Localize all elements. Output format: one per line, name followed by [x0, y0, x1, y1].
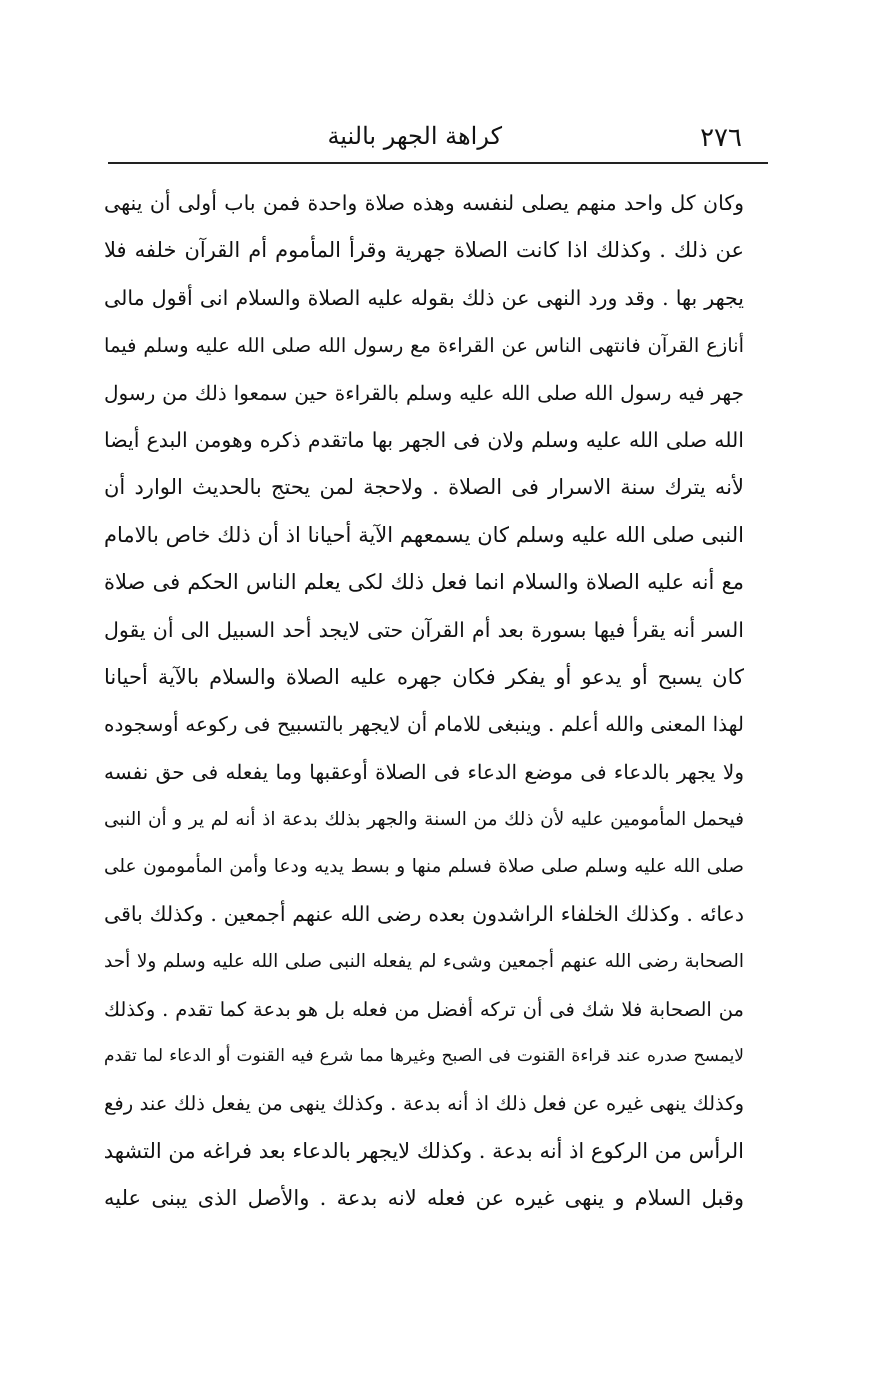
text-line: لهذا المعنى والله أعلم . وينبغى للامام أن لايجهر بالتسبيح فى ركوعه أوسجوده: [104, 712, 744, 737]
text-line: لأنه يترك سنة الاسرار فى الصلاة . ولاحجة لمن يحتج بالحديث الوارد أن: [104, 475, 744, 500]
text-line: النبى صلى الله عليه وسلم كان يسمعهم الآية أحيانا اذ أن ذلك خاص بالامام: [104, 522, 744, 547]
body-text: [104, 180, 744, 1223]
text-line: الله صلى الله عليه وسلم ولان فى الجهر بها ماتقدم ذكره وهومن البدع أيضا: [104, 427, 744, 452]
text-line: كان يسبح أو يدعو أو يفكر فكان جهره عليه الصلاة والسلام بالآية أحيانا: [104, 664, 744, 689]
text-line: الصحابة رضى الله عنهم أجمعين وشىء لم يفعله النبى صلى الله عليه وسلم ولا أحد: [104, 951, 744, 973]
text-line: الرأس من الركوع اذ أنه بدعة . وكذلك لايجهر بالدعاء بعد فراغه من التشهد: [104, 1138, 744, 1163]
running-header: [112, 118, 742, 158]
text-line: دعائه . وكذلك الخلفاء الراشدون بعده رضى الله عنهم أجمعين . وكذلك باقى: [104, 901, 744, 926]
text-line: وكان كل واحد منهم يصلى لنفسه وهذه صلاة واحدة فمن باب أولى أن ينهى: [104, 191, 744, 215]
text-line: وقبل السلام و ينهى غيره عن فعله لانه بدعة . والأصل الذى يبنى عليه: [104, 1186, 744, 1211]
text-line: أنازع القرآن فانتهى الناس عن القراءة مع رسول الله صلى الله عليه وسلم فيما: [104, 334, 744, 358]
text-line: من الصحابة فلا شك فى أن تركه أفضل من فعله بل هو بدعة كما تقدم . وكذلك: [104, 997, 744, 1021]
text-line: السر أنه يقرأ فيها بسورة بعد أم القرآن حتى لايجد أحد السبيل الى أن يقول: [104, 617, 744, 642]
text-line: وكذلك ينهى غيره عن فعل ذلك اذ أنه بدعة . وكذلك ينهى من يفعل ذلك عند رفع: [104, 1092, 744, 1116]
text-line: صلى الله عليه وسلم صلى صلاة فسلم منها و بسط يديه ودعا وأمن المأمومون على: [104, 856, 744, 878]
header-rule: [108, 162, 768, 164]
text-line: ولا يجهر بالدعاء فى موضع الدعاء فى الصلاة أوعقبها وما يفعله فى حق نفسه: [104, 759, 744, 784]
text-line: فيحمل المأمومين عليه لأن ذلك من السنة والجهر بذلك بدعة اذ أنه لم ير و أن النبى: [104, 809, 744, 831]
text-line: مع أنه عليه الصلاة والسلام انما فعل ذلك لكى يعلم الناس الحكم فى صلاة: [104, 570, 744, 595]
text-line: يجهر بها . وقد ورد النهى عن ذلك بقوله عليه الصلاة والسلام انى أقول مالى: [104, 285, 744, 310]
text-line: جهر فيه رسول الله صلى الله عليه وسلم بالقراءة حين سمعوا ذلك من رسول: [104, 380, 744, 405]
text-line: لايمسح صدره عند قراءة القنوت فى الصبح وغيرها مما شرع فيه القنوت أو الدعاء لما تقدم: [104, 1046, 744, 1067]
text-line: عن ذلك . وكذلك اذا كانت الصلاة جهرية وقرأ المأموم أم القرآن خلفه فلا: [104, 238, 744, 263]
running-title: كراهة الجهر بالنية: [327, 122, 502, 150]
page-number: ٢٧٦: [700, 123, 742, 153]
